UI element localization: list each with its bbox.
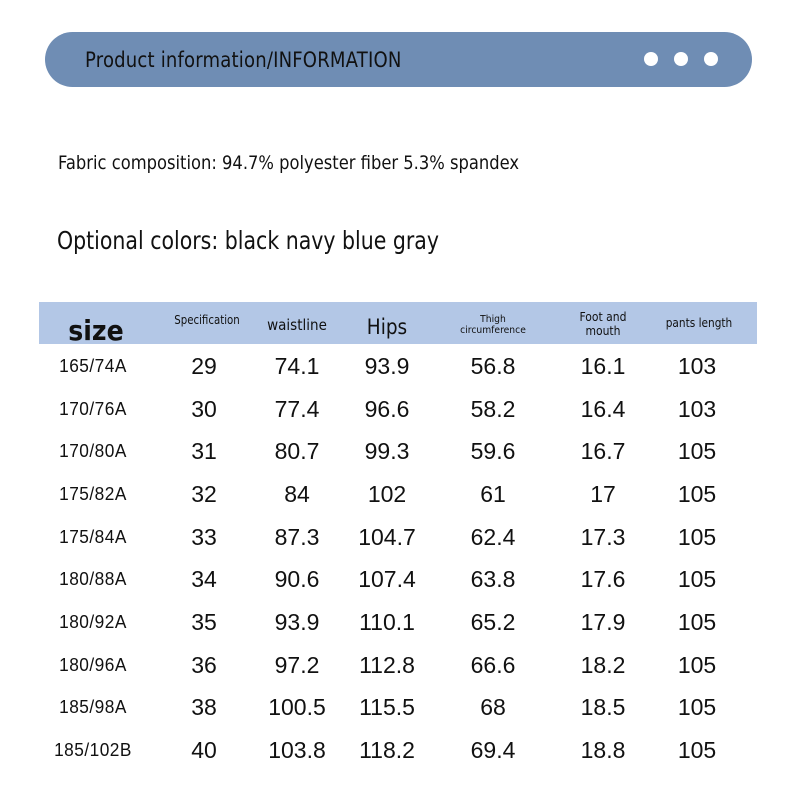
cell-waistline: 103.8 — [268, 737, 326, 764]
header-specification: Specification — [174, 313, 240, 328]
banner-dots — [644, 52, 718, 66]
table-row — [39, 644, 757, 687]
cell-waistline: 87.3 — [274, 523, 320, 550]
cell-thigh: 68 — [480, 694, 506, 721]
cell-size: 175/82A — [59, 483, 127, 504]
table-row — [39, 729, 757, 772]
cell-thigh: 56.8 — [470, 352, 516, 379]
cell-size: 180/96A — [59, 654, 127, 675]
cell-hips: 99.3 — [364, 438, 410, 465]
header-size: size — [68, 313, 124, 347]
cell-thigh: 59.6 — [470, 438, 516, 465]
cell-foot-mouth: 18.5 — [580, 694, 626, 721]
cell-pants-length: 105 — [677, 694, 717, 721]
cell-pants-length: 105 — [677, 566, 717, 593]
cell-pants-length: 103 — [677, 352, 717, 379]
cell-specification: 36 — [191, 651, 217, 678]
fabric-composition: Fabric composition: 94.7% polyester fiber 5.3% spandex — [58, 152, 520, 174]
cell-waistline: 77.4 — [274, 395, 320, 422]
cell-hips: 118.2 — [359, 737, 415, 764]
cell-specification: 35 — [191, 608, 217, 635]
cell-foot-mouth: 16.4 — [580, 395, 626, 422]
cell-pants-length: 105 — [677, 438, 717, 465]
table-row — [39, 430, 757, 473]
cell-pants-length: 105 — [677, 651, 717, 678]
cell-specification: 32 — [191, 480, 217, 507]
cell-specification: 29 — [191, 352, 217, 379]
cell-specification: 38 — [191, 694, 217, 721]
cell-hips: 96.6 — [364, 395, 410, 422]
cell-specification: 33 — [191, 523, 217, 550]
cell-thigh: 62.4 — [470, 523, 516, 550]
cell-thigh: 69.4 — [470, 737, 516, 764]
cell-thigh: 63.8 — [470, 566, 516, 593]
cell-waistline: 84 — [284, 480, 310, 507]
cell-thigh: 65.2 — [470, 608, 516, 635]
cell-waistline: 80.7 — [274, 438, 320, 465]
cell-thigh: 58.2 — [470, 395, 516, 422]
cell-size: 185/102B — [54, 740, 132, 761]
cell-size: 165/74A — [59, 355, 127, 376]
cell-waistline: 97.2 — [274, 651, 320, 678]
cell-hips: 112.8 — [359, 651, 415, 678]
cell-size: 185/98A — [59, 697, 127, 718]
table-row — [39, 558, 757, 601]
cell-waistline: 93.9 — [274, 608, 320, 635]
cell-specification: 40 — [191, 737, 217, 764]
cell-foot-mouth: 17.6 — [580, 566, 626, 593]
cell-foot-mouth: 18.8 — [580, 737, 626, 764]
cell-specification: 34 — [191, 566, 217, 593]
cell-foot-mouth: 17.3 — [580, 523, 626, 550]
cell-pants-length: 105 — [677, 523, 717, 550]
dot-icon — [674, 52, 688, 66]
header-foot-mouth: Foot and mouth — [579, 310, 627, 338]
table-row — [39, 516, 757, 559]
header-thigh: Thigh circumference — [460, 313, 526, 336]
header-hips: Hips — [366, 314, 408, 339]
cell-hips: 104.7 — [358, 523, 416, 550]
cell-pants-length: 105 — [677, 608, 717, 635]
table-row — [39, 388, 757, 431]
cell-hips: 107.4 — [358, 566, 416, 593]
table-row — [39, 473, 757, 516]
cell-foot-mouth: 17 — [590, 480, 616, 507]
header-pants-length: pants length — [665, 316, 733, 331]
cell-thigh: 66.6 — [470, 651, 516, 678]
cell-specification: 30 — [191, 395, 217, 422]
size-table-body — [39, 345, 757, 772]
cell-specification: 31 — [191, 438, 217, 465]
cell-waistline: 100.5 — [268, 694, 326, 721]
cell-hips: 93.9 — [364, 352, 410, 379]
optional-colors: Optional colors: black navy blue gray — [57, 226, 440, 255]
cell-foot-mouth: 16.1 — [580, 352, 626, 379]
dot-icon — [704, 52, 718, 66]
table-row — [39, 345, 757, 388]
cell-size: 170/76A — [59, 398, 127, 419]
table-row — [39, 601, 757, 644]
cell-waistline: 90.6 — [274, 566, 320, 593]
cell-size: 175/84A — [59, 526, 127, 547]
dot-icon — [644, 52, 658, 66]
banner-title: Product information/INFORMATION — [85, 48, 402, 72]
cell-hips: 110.1 — [359, 608, 415, 635]
cell-pants-length: 105 — [677, 737, 717, 764]
cell-pants-length: 105 — [677, 480, 717, 507]
cell-foot-mouth: 16.7 — [580, 438, 626, 465]
cell-hips: 115.5 — [359, 694, 415, 721]
table-row — [39, 687, 757, 730]
cell-size: 180/88A — [59, 569, 127, 590]
cell-waistline: 74.1 — [274, 352, 320, 379]
size-table-header — [39, 302, 757, 347]
cell-pants-length: 103 — [677, 395, 717, 422]
cell-size: 180/92A — [59, 611, 127, 632]
cell-hips: 102 — [367, 480, 407, 507]
cell-thigh: 61 — [480, 480, 506, 507]
cell-size: 170/80A — [59, 441, 127, 462]
header-waistline: waistline — [267, 316, 327, 335]
product-info-banner — [45, 32, 752, 87]
cell-foot-mouth: 18.2 — [580, 651, 626, 678]
cell-foot-mouth: 17.9 — [580, 608, 626, 635]
